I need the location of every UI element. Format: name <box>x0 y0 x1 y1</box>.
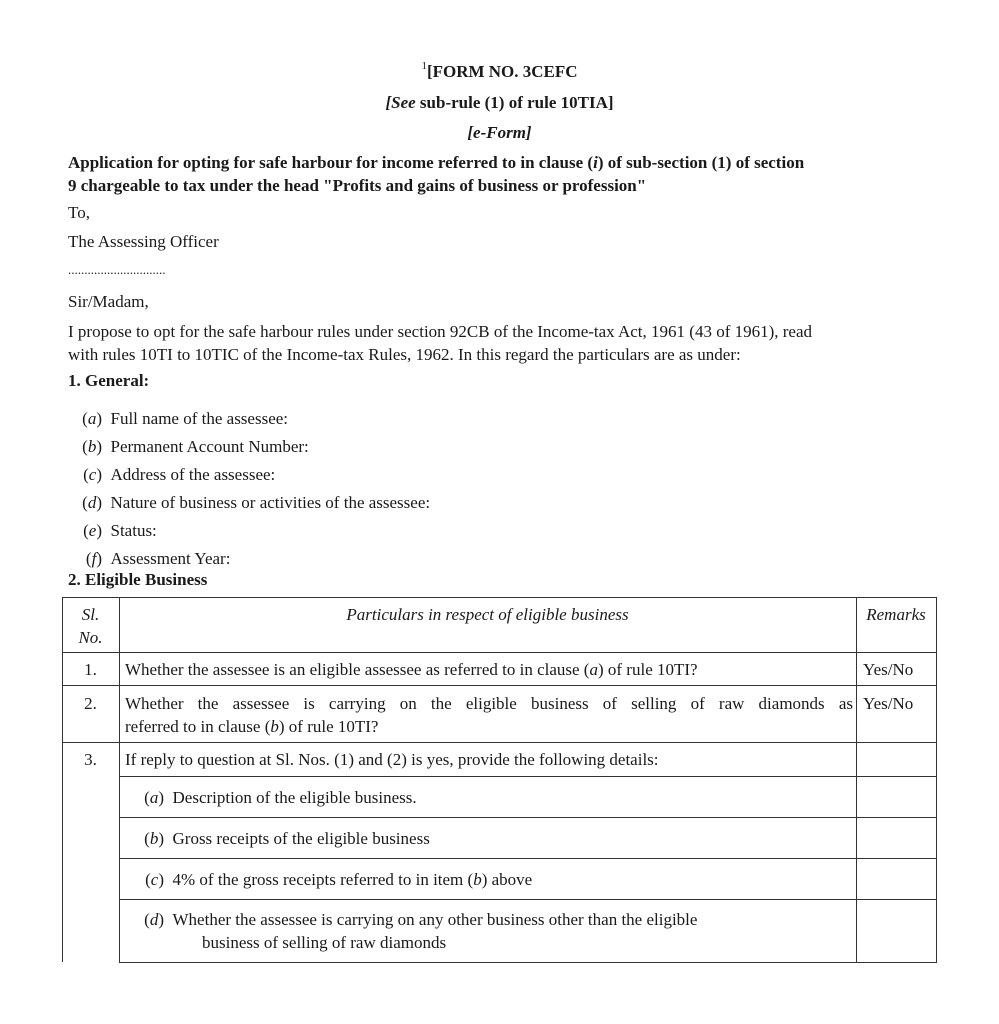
subrow-line-2: business of selling of raw diamonds <box>202 933 447 952</box>
table-divider <box>119 817 937 818</box>
general-item-label: c <box>88 465 97 484</box>
table-divider <box>119 776 937 777</box>
general-item: (a) Full name of the assessee: <box>82 409 289 428</box>
subrow-text: Description of the eligible business. <box>172 788 417 807</box>
subrow-text: Gross receipts of the eligible business <box>172 829 430 848</box>
subrow-text-a: 4% of the gross receipts referred to in item ( <box>172 870 474 889</box>
table-column-divider <box>856 597 857 963</box>
officer-dots: .............................. <box>68 262 166 277</box>
intro-paragraph <box>68 320 948 366</box>
section-eligible-business-title: 2. Eligible Business <box>68 570 208 589</box>
row-remark: Yes/No <box>863 660 914 679</box>
intro-line-1: I propose to opt for the safe harbour rules under section 92CB of the Income-tax Act, 1961 (43 of 1961), read <box>68 322 813 341</box>
general-item-label: d <box>87 493 97 512</box>
rule-reference-rest: sub-rule (1) of rule 10TIA] <box>415 93 614 112</box>
header-remarks: Remarks <box>866 605 926 624</box>
heading-line-1 <box>68 151 948 174</box>
row-text-italic: a <box>589 660 598 679</box>
header-sl-no <box>62 603 119 649</box>
general-items <box>72 405 430 573</box>
general-item: (f) Assessment Year: <box>85 549 231 568</box>
rule-reference <box>0 93 999 113</box>
row-sl-number: 1. <box>84 660 97 679</box>
row-particulars <box>125 692 853 738</box>
general-item: (d) Nature of business or activities of the assessee: <box>82 493 431 512</box>
general-item: (b) Permanent Account Number: <box>82 437 309 456</box>
heading-line-2: 9 chargeable to tax under the head "Profits and gains of business or profession" <box>68 176 647 195</box>
subrow-text-b: ) above <box>481 870 533 889</box>
table-border-right <box>936 597 937 963</box>
row-text-a: referred to in clause ( <box>125 717 271 736</box>
row-text-a: Whether the assessee is an eligible assessee as referred to in clause ( <box>125 660 590 679</box>
table-border-left <box>62 597 63 962</box>
general-item: (c) Address of the assessee: <box>83 465 276 484</box>
row-line-2 <box>125 715 853 738</box>
table-divider <box>62 685 937 686</box>
heading-line-1-b: ) of sub-section (1) of section <box>597 153 805 172</box>
general-item-text: Full name of the assessee: <box>110 409 289 428</box>
row-line-1: Whether the assessee is carrying on the eligible business of selling of raw diamonds as <box>125 694 853 713</box>
table-divider <box>62 652 937 653</box>
row-remark: Yes/No <box>863 694 914 713</box>
subrow-text-italic: b <box>473 870 482 889</box>
intro-line-2: with rules 10TI to 10TIC of the Income-tax Rules, 1962. In this regard the particulars are as under: <box>68 345 741 364</box>
table-divider <box>62 742 937 743</box>
table-divider <box>119 899 937 900</box>
form-title <box>0 62 999 82</box>
subrow-label: b <box>149 829 159 848</box>
row-sl-number: 2. <box>84 694 97 713</box>
row-particulars <box>125 658 853 681</box>
subrow: (b) Gross receipts of the eligible business <box>144 829 430 848</box>
general-item-text: Nature of business or activities of the assessee: <box>110 493 431 512</box>
rule-reference-prefix: [See <box>385 93 416 112</box>
header-no: No. <box>78 628 103 647</box>
general-item-label: b <box>87 437 97 456</box>
subrow-label: a <box>149 788 159 807</box>
subrow-line-1: (d) Whether the assessee is carrying on any other business other than the eligible <box>144 910 698 929</box>
subrow <box>134 908 850 954</box>
general-item-text: Assessment Year: <box>110 549 231 568</box>
subrow-label: c <box>150 870 159 889</box>
header-particulars: Particulars in respect of eligible business <box>346 605 629 624</box>
table-divider <box>119 962 937 963</box>
header-sl: Sl. <box>81 605 100 624</box>
general-item-text: Address of the assessee: <box>110 465 276 484</box>
general-item-text: Permanent Account Number: <box>110 437 309 456</box>
row-particulars: If reply to question at Sl. Nos. (1) and (2) is yes, provide the following details: <box>125 750 659 769</box>
section-general-title: 1. General: <box>68 371 150 390</box>
application-heading <box>68 151 948 197</box>
heading-clause-i: i <box>593 153 598 172</box>
row-text-b: ) of rule 10TI? <box>597 660 698 679</box>
subrow-label: d <box>149 910 159 929</box>
table-divider <box>119 858 937 859</box>
subrow: (c) 4% of the gross receipts referred to in item (b) above <box>145 870 533 889</box>
to-line: To, <box>68 203 90 222</box>
eform-label: [e-Form] <box>467 123 532 142</box>
general-item: (e) Status: <box>83 521 157 540</box>
row-sl-number: 3. <box>84 750 97 769</box>
form-title-text: [FORM NO. 3CEFC <box>426 62 578 81</box>
heading-line-1-a: Application for opting for safe harbour for income referred to in clause ( <box>68 153 594 172</box>
footnote-ref: 1 <box>421 60 427 72</box>
general-item-label: e <box>88 521 97 540</box>
assessing-officer: The Assessing Officer <box>68 232 219 251</box>
table-column-divider <box>119 597 120 963</box>
general-item-text: Status: <box>110 521 157 540</box>
table-border-top <box>62 597 937 598</box>
row-text-b: ) of rule 10TI? <box>278 717 379 736</box>
subrow: (a) Description of the eligible business. <box>144 788 417 807</box>
general-item-label: f <box>91 549 97 568</box>
salutation: Sir/Madam, <box>68 292 149 311</box>
general-item-label: a <box>87 409 97 428</box>
row-text-italic: b <box>270 717 279 736</box>
subrow-text: Whether the assessee is carrying on any other business other than the eligible <box>172 910 698 929</box>
